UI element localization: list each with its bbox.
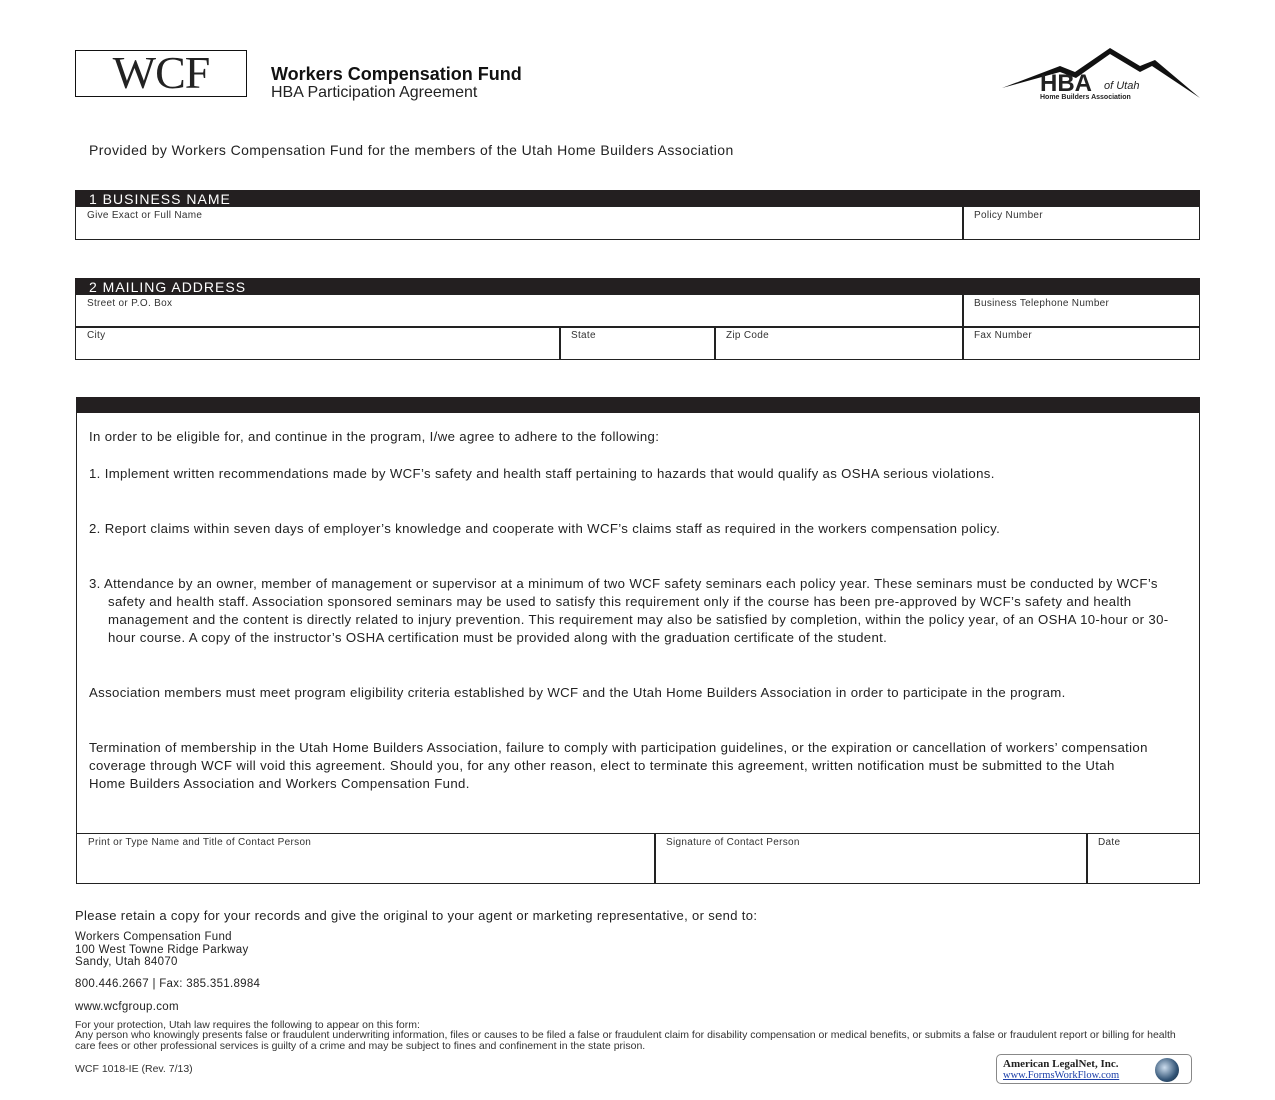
state-field[interactable]: State (559, 326, 716, 360)
agreement-item-2: 2. Report claims within seven days of employer’s knowledge and cooperate with WCF’s claims staff as required in the workers compensation policy. (89, 521, 1001, 536)
retain-instructions: Please retain a copy for your records and give the original to your agent or marketing representative, or send to: (75, 908, 758, 923)
form-org-title: Workers Compensation Fund (271, 64, 522, 84)
business-phone-field[interactable]: Business Telephone Number (962, 294, 1200, 328)
agreement-termination: Termination of membership in the Utah Home Builders Association, failure to comply with participation guidelines, or the expiration or cancellation of workers’ compensation coverage through WCF will void this agreement. Should you, for any other reason, elect to terminate this agreement, written notification must be submitted to the Utah Home Builders Association and Workers Compensation Fund. (89, 740, 1148, 791)
agreement-lead: In order to be eligible for, and continue in the program, I/we agree to adhere to the following: (89, 429, 660, 444)
form-id: WCF 1018-IE (Rev. 7/13) (75, 1063, 193, 1075)
mailing-address: Workers Compensation Fund 100 West Towne Ridge Parkway Sandy, Utah 84070 (75, 931, 249, 968)
street-field[interactable]: Street or P.O. Box (75, 294, 964, 328)
form-title: HBA Participation Agreement (271, 84, 478, 101)
business-name-field[interactable]: Give Exact or Full Name (75, 206, 964, 240)
notice-lead: For your protection, Utah law requires the following to appear on this form: (75, 1019, 420, 1031)
policy-number-field[interactable]: Policy Number (962, 206, 1200, 240)
city-field[interactable]: City (75, 326, 561, 360)
american-legalnet-badge[interactable]: American LegalNet, Inc. www.FormsWorkFlow.com (996, 1054, 1192, 1084)
agreement-item-1: 1. Implement written recommendations made by WCF’s safety and health staff pertaining to hazards that would qualify as OSHA serious violations. (89, 466, 995, 481)
agreement-box (76, 397, 1200, 884)
agreement-item-3: 3. Attendance by an owner, member of management or supervisor at a minimum of two WCF safety seminars each policy year. These seminars must be conducted by WCF’s safety and health staff. Association sponsored seminars may be used to satisfy this requirement only if the course has been pre-approved by WCF’s safety and health management and the content is directly related to injury prevention. This requirement may also be satisfied by completion, within the policy year, of an OSHA 10-hour or 30-hour course. A copy of the instructor’s OSHA certification must be provided along with the graduation certificate of the student. (89, 576, 1169, 645)
hba-logo: HBA of Utah Home Builders Association (1000, 42, 1202, 104)
section-business-name-header: 1 BUSINESS NAME (75, 190, 1200, 207)
website-link[interactable]: www.wcfgroup.com (75, 1001, 179, 1013)
wcf-logo: WCF (75, 50, 247, 97)
intro-text: Provided by Workers Compensation Fund for the members of the Utah Home Builders Association (89, 142, 734, 158)
contact-name-field[interactable]: Print or Type Name and Title of Contact Person (76, 833, 656, 884)
signature-field[interactable]: Signature of Contact Person (654, 833, 1088, 884)
date-field[interactable]: Date (1086, 833, 1200, 884)
zip-field[interactable]: Zip Code (714, 326, 964, 360)
section-mailing-address-header: 2 MAILING ADDRESS (75, 278, 1200, 295)
agreement-eligibility: Association members must meet program eligibility criteria established by WCF and the Utah Home Builders Association in order to participate in the program. (89, 685, 1066, 700)
fax-field[interactable]: Fax Number (962, 326, 1200, 360)
fraud-notice: Any person who knowingly presents false or fraudulent underwriting information, files or causes to be filed a false or fraudulent claim for disability compensation or medical benefits, or submits a false or fraudulent report or billing for health care fees or other professional services is guilty of a crime and may be subject to fines and confinement in the state prison. (75, 1029, 1176, 1052)
phone-fax: 800.446.2667 | Fax: 385.351.8984 (75, 978, 261, 990)
globe-icon (1155, 1058, 1179, 1082)
